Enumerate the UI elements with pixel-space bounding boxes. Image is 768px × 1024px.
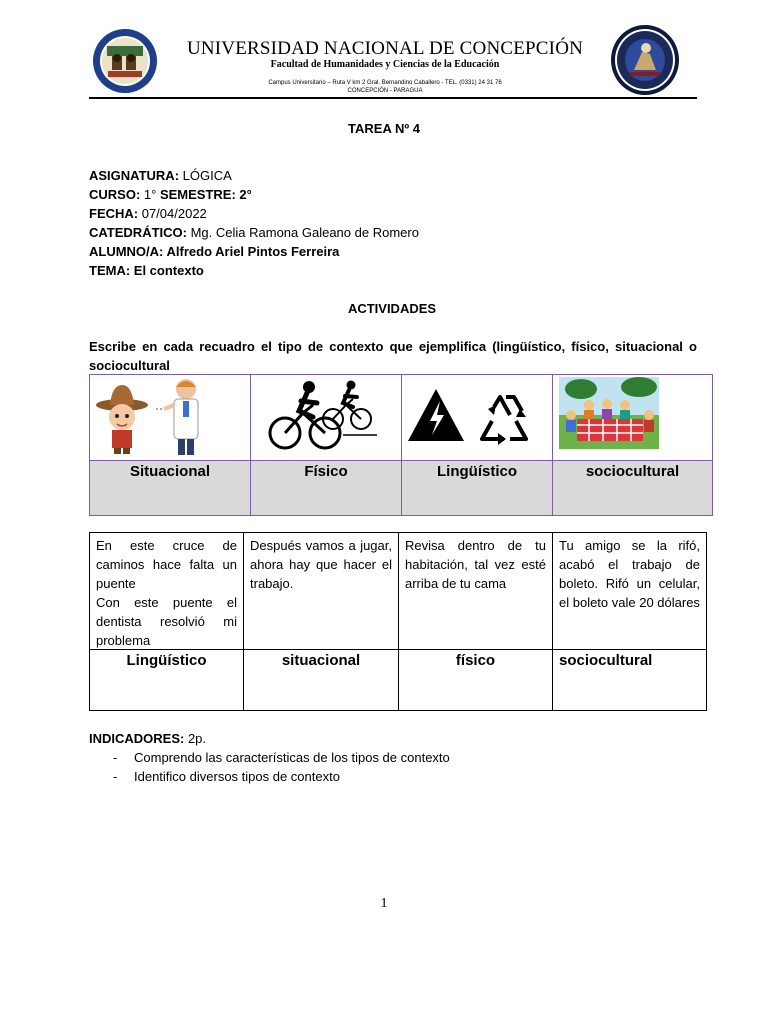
education-seal (610, 24, 680, 96)
indicators-line (89, 729, 206, 748)
example-text-1b: Con este puente el dentista resolvió mi problema (96, 595, 237, 648)
picnic-illustration (553, 375, 711, 459)
images-table (89, 374, 713, 516)
subject-label: ASIGNATURA: (89, 168, 180, 183)
address-line-2: CONCEPCIÓN - PARAGUA (347, 88, 423, 94)
example-text-3: Revisa dentro de tu habitación, tal vez esté arriba de tu cama (405, 538, 546, 591)
answer-cell-4: sociocultural (559, 652, 653, 669)
student-line: ALUMNO/A: Alfredo Ariel Pintos Ferreira (89, 244, 340, 259)
header-divider (89, 97, 697, 99)
page-number: 1 (380, 896, 388, 911)
subject-value: LÓGICA (179, 168, 232, 183)
answer-cell-2: situacional (244, 650, 399, 710)
activities-heading: ACTIVIDADES (347, 301, 437, 316)
image-cell-2 (251, 375, 402, 461)
example-cell-3 (399, 533, 553, 650)
cowboy-doctor-illustration (90, 375, 250, 459)
professor-line (89, 223, 419, 242)
address-line-1: Campus Universitario – Ruta V km 2 Gral. Bernandino Caballero - TEL. (0331) 24 31 76 (268, 80, 502, 86)
example-cell-4 (553, 533, 706, 650)
course-line (89, 185, 252, 204)
context-label-1: Situacional (90, 461, 251, 515)
page-title: TAREA Nº 4 (348, 121, 420, 136)
example-cell-1 (90, 533, 244, 650)
answer-cell-3: físico (399, 650, 553, 710)
faculty-logo (92, 28, 158, 94)
context-label-4: sociocultural (553, 461, 712, 515)
indicator-item: - Identifico diversos tipos de contexto (113, 769, 340, 784)
answer-cell-1: Lingüístico (90, 650, 244, 710)
context-label-2: Físico (251, 461, 402, 515)
date-line (89, 204, 207, 223)
date-label: FECHA: (89, 206, 139, 221)
faculty-name: Facultad de Humanidades y Ciencias de la Educación (270, 59, 500, 70)
indicators-list (113, 748, 450, 786)
course-value: 1° (140, 187, 157, 202)
examples-table (89, 532, 707, 711)
indicators-value: 2p. (184, 731, 207, 746)
image-cell-4 (553, 375, 712, 461)
address-block (160, 79, 610, 95)
professor-value: Mg. Celia Ramona Galeano de Romero (186, 225, 419, 240)
example-text-2: Después vamos a jugar, ahora hay que hacer el trabajo. (250, 538, 392, 591)
instruction-text: Escribe en cada recuadro el tipo de contexto que ejemplifica (lingüístico, físico, situacional o sociocultural (89, 339, 697, 373)
example-text-1a: En este cruce de caminos hace falta un puente (96, 538, 237, 591)
topic-line: TEMA: El contexto (89, 263, 204, 278)
cyclists-illustration (251, 375, 401, 459)
example-cell-2 (244, 533, 399, 650)
image-cell-1 (90, 375, 251, 461)
semester-label: SEMESTRE: (156, 187, 236, 202)
context-label-3: Lingüístico (402, 461, 553, 515)
university-name: UNIVERSIDAD NACIONAL DE CONCEPCIÓN (186, 38, 584, 59)
warning-recycle-icon (402, 375, 552, 459)
indicators-label: INDICADORES: (89, 731, 185, 746)
indicator-text-2: Identifico diversos tipos de contexto (134, 769, 340, 784)
professor-label: CATEDRÁTICO: (89, 225, 187, 240)
date-value: 07/04/2022 (138, 206, 207, 221)
subject-line (89, 166, 232, 185)
semester-value: 2° (235, 187, 252, 202)
course-label: CURSO: (89, 187, 141, 202)
indicator-item: - Comprendo las características de los tipos de contexto (113, 750, 450, 765)
indicator-text-1: Comprendo las características de los tipos de contexto (134, 750, 450, 765)
example-text-4: Tu amigo se la rifó, acabó el trabajo de boleto. Rifó un celular, el boleto vale 20 dólares (559, 538, 700, 610)
image-cell-3 (402, 375, 553, 461)
